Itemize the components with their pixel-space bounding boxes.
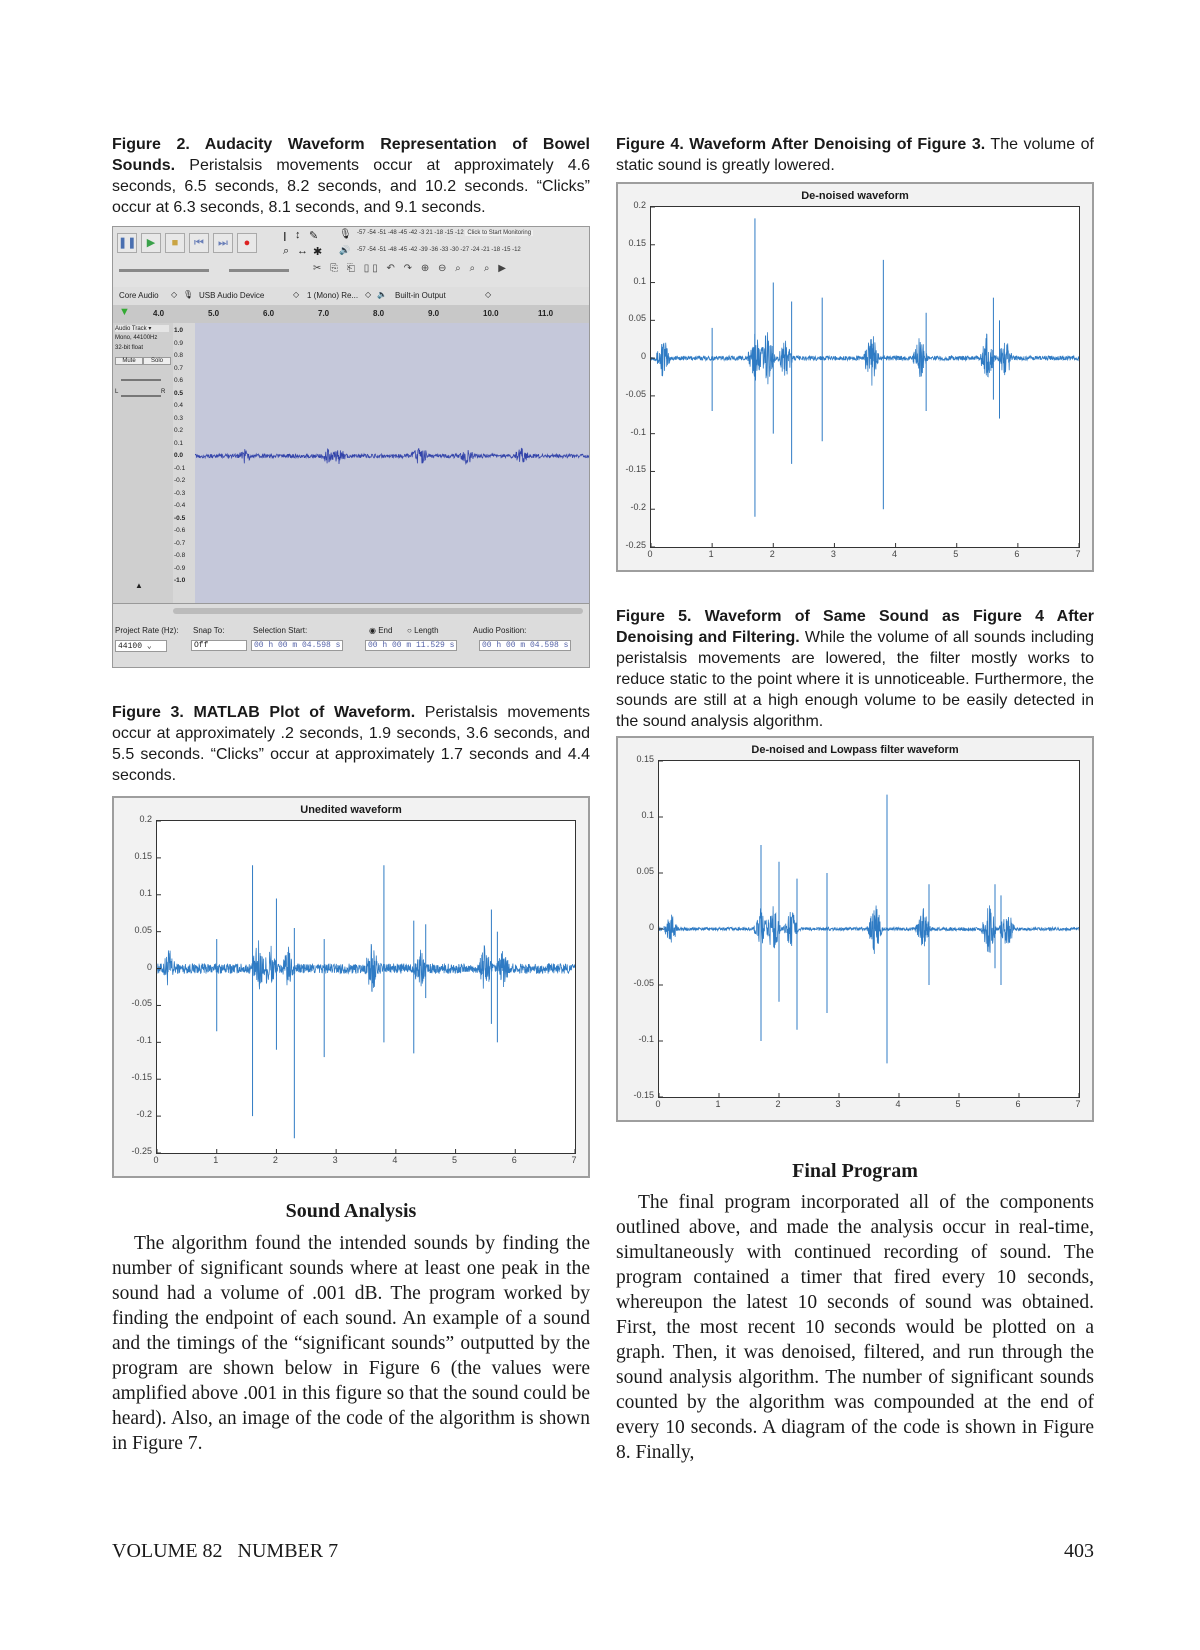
- waveform-series: [157, 940, 575, 991]
- chart-title: De-noised waveform: [801, 190, 909, 202]
- y-tick-label: 0.15: [134, 850, 152, 861]
- x-tick-label: 1: [715, 1099, 721, 1109]
- y-tick-label: -0.1: [630, 426, 646, 437]
- zoom-tool-icon[interactable]: ⌕: [283, 245, 290, 257]
- timeline-tick-label: 6.0: [263, 309, 275, 318]
- timeline-tick-label: 8.0: [373, 309, 385, 318]
- stop-button[interactable]: ■: [165, 233, 185, 253]
- page-number: 403: [1064, 1540, 1094, 1562]
- final-program-heading: Final Program: [792, 1160, 918, 1182]
- speaker-icon[interactable]: 🔊: [339, 245, 351, 255]
- x-tick-label: 7: [571, 1155, 577, 1165]
- timeline-tick-label: 5.0: [208, 309, 220, 318]
- timeline-ruler[interactable]: [113, 305, 589, 324]
- y-tick-label: 0.2: [139, 814, 152, 824]
- edit-toolbar: ✂ ⎘ ⎗ ▯▯ ↶ ↷ ⊕ ⊖ ⌕ ⌕ ⌕ ▶: [313, 263, 509, 274]
- waveform-series: [659, 905, 1079, 954]
- mic-icon[interactable]: 🎙: [339, 229, 352, 240]
- input-device-select[interactable]: USB Audio Device: [199, 291, 265, 300]
- figure-2-label: Figure 2. Audacity Waveform Representation of Bowel Sounds.: [112, 136, 590, 174]
- x-tick-label: 6: [511, 1155, 517, 1165]
- audio-position-label: Audio Position:: [473, 626, 527, 635]
- y-tick-label: -0.25: [625, 540, 646, 550]
- selection-start-label: Selection Start:: [253, 626, 308, 635]
- waveform-plot: [659, 761, 1079, 1097]
- monitor-label: Click to Start Monitoring: [467, 230, 532, 236]
- y-tick-label: 0.15: [636, 754, 654, 764]
- speaker-icon: 🔈: [377, 290, 387, 299]
- chevron-updown-icon: ◇: [485, 290, 492, 299]
- amplitude-tick-label: 0.5: [174, 389, 184, 397]
- y-tick-label: -0.05: [625, 388, 646, 399]
- x-tick-label: 5: [953, 549, 959, 559]
- figure-2-text: Peristalsis movements occur at approximately 4.6 seconds, 6.5 seconds, 8.2 seconds, and 10.2 seconds. “Clicks” occur at 6.3 seconds, 8.1 seconds, and 9.1 seconds.: [112, 157, 591, 216]
- x-tick-label: 5: [452, 1155, 458, 1165]
- timeline-tick-label: 9.0: [428, 309, 440, 318]
- amplitude-tick-label: -0.9: [174, 564, 186, 572]
- chart-title: Unedited waveform: [300, 804, 402, 816]
- amplitude-tick-label: 0.7: [174, 364, 184, 372]
- collapse-track-icon[interactable]: ▲: [135, 581, 143, 590]
- x-tick-label: 3: [830, 549, 836, 559]
- skip-start-button[interactable]: ⏮: [189, 233, 209, 253]
- y-tick-label: -0.15: [633, 1090, 654, 1100]
- solo-button[interactable]: Solo: [143, 357, 171, 365]
- x-tick-label: 2: [775, 1099, 781, 1109]
- audacity-waveform[interactable]: [195, 323, 590, 603]
- timeline-tick-label: 4.0: [153, 309, 165, 318]
- selection-toolbar: [113, 603, 589, 668]
- audio-host-select[interactable]: Core Audio: [119, 291, 159, 300]
- x-tick-label: 0: [655, 1099, 661, 1109]
- selection-end-input[interactable]: 00 h 00 m 11.529 s: [365, 640, 457, 651]
- y-tick-label: 0: [648, 922, 654, 932]
- draw-tool-icon[interactable]: ✎: [309, 230, 319, 242]
- y-tick-label: 0.1: [633, 275, 646, 286]
- amplitude-tick-label: -0.8: [174, 552, 186, 559]
- plot-area: [650, 206, 1080, 548]
- amplitude-tick-label: 1.0: [174, 327, 184, 334]
- y-tick-label: -0.05: [131, 998, 152, 1009]
- channels-select[interactable]: 1 (Mono) Re...: [307, 291, 359, 300]
- record-meter[interactable]: -57 -54 -51 -48 -45 -42 -3 21 -18 -15 -12 Click to Start Monitoring: [357, 230, 532, 236]
- y-tick-label: 0.05: [636, 866, 654, 876]
- y-tick-label: 0.15: [628, 237, 646, 248]
- y-tick-label: -0.1: [136, 1035, 152, 1046]
- track-info-format: 32-bit float: [115, 345, 144, 351]
- y-tick-label: -0.15: [131, 1072, 152, 1083]
- play-head-icon[interactable]: ▼: [119, 306, 130, 318]
- track-info-rate: Mono, 44100Hz: [115, 335, 158, 341]
- amplitude-tick-label: -0.1: [174, 464, 186, 472]
- y-tick-label: -0.2: [630, 502, 646, 513]
- plot-area: [658, 760, 1080, 1098]
- amplitude-tick-label: 0.9: [174, 339, 184, 347]
- audio-track: [113, 323, 589, 603]
- multi-tool-icon[interactable]: ✱: [313, 246, 323, 258]
- mute-button[interactable]: Mute: [115, 357, 143, 365]
- selection-tool-icon[interactable]: I: [283, 229, 287, 244]
- speed-slider[interactable]: [229, 269, 289, 272]
- y-tick-label: 0.2: [633, 200, 646, 210]
- final-program-body: The final program incorporated all of the components outlined above, and made the analysis occur in real-time, simultaneously with continued recording of sound. The program contained a timer that fired every 10 seconds, whereupon the latest 10 seconds of sound was obtained. First, the most recent 10 seconds would be plotted on a graph. Then, it was denoised, filtered, and run through the sound analysis algorithm. The number of significant sounds counted by the algorithm was compounded at the end of every 10 seconds. A diagram of the code is shown in Figure 8. Finally,: [616, 1192, 1094, 1463]
- amplitude-tick-label: -0.4: [174, 502, 186, 509]
- snap-select[interactable]: Off: [191, 640, 247, 651]
- x-tick-label: 2: [272, 1155, 278, 1165]
- figure-5-caption: [616, 606, 1094, 732]
- chevron-updown-icon: ◇: [171, 290, 178, 299]
- pan-right-label: R: [161, 389, 166, 395]
- x-tick-label: 2: [769, 549, 775, 559]
- amplitude-tick-label: -1.0: [174, 577, 186, 584]
- x-tick-label: 6: [1014, 549, 1020, 559]
- y-tick-label: -0.25: [131, 1146, 152, 1156]
- amplitude-tick-label: 0.3: [174, 414, 184, 422]
- audacity-waveform-series: [195, 448, 590, 464]
- playback-meter[interactable]: -57 -54 -51 -48 -45 -42 -39 -36 -33 -30 -27 -24 -21 -18 -15 -12: [357, 247, 521, 253]
- amplitude-tick-label: 0.4: [174, 402, 184, 409]
- x-tick-label: 1: [213, 1155, 219, 1165]
- y-tick-label: 0.05: [134, 924, 152, 935]
- gain-slider[interactable]: [121, 379, 161, 381]
- pause-button[interactable]: ❚❚: [117, 233, 137, 253]
- x-tick-label: 4: [392, 1155, 398, 1165]
- track-name-menu[interactable]: Audio Track ▾: [115, 325, 169, 332]
- selection-start-input[interactable]: 00 h 00 m 04.598 s: [251, 640, 343, 651]
- skip-end-button[interactable]: ⏭: [213, 233, 233, 253]
- amplitude-tick-label: -0.6: [174, 527, 186, 534]
- plot-area: [156, 820, 576, 1154]
- figure-4-label: Figure 4. Waveform After Denoising of Figure 3.: [616, 136, 986, 153]
- h-scrollbar[interactable]: [173, 608, 583, 614]
- x-tick-label: 4: [892, 549, 898, 559]
- y-tick-label: 0.1: [641, 810, 654, 820]
- waveform-plot: [651, 207, 1079, 547]
- end-radio[interactable]: ◉ End: [369, 626, 393, 635]
- y-tick-label: 0.1: [139, 887, 152, 898]
- x-tick-label: 7: [1075, 549, 1081, 559]
- timeline-tick-label: 10.0: [483, 309, 499, 318]
- record-button[interactable]: ●: [237, 233, 257, 253]
- pan-slider[interactable]: [121, 395, 161, 397]
- x-tick-label: 3: [835, 1099, 841, 1109]
- amplitude-tick-label: 0.6: [174, 377, 184, 384]
- amplitude-tick-label: 0.1: [174, 439, 184, 447]
- play-button[interactable]: ▶: [141, 233, 161, 253]
- chevron-updown-icon: ◇: [293, 290, 300, 299]
- audio-position-input[interactable]: 00 h 00 m 04.598 s: [479, 640, 571, 651]
- envelope-tool-icon[interactable]: ↕: [295, 229, 301, 241]
- end-label: End: [378, 626, 393, 635]
- x-tick-label: 4: [895, 1099, 901, 1109]
- pan-left-label: L: [115, 389, 119, 395]
- amplitude-tick-label: -0.7: [174, 539, 186, 547]
- figure-4-caption: [616, 134, 1094, 176]
- unedited-waveform-figure: [112, 796, 590, 1178]
- project-rate-select[interactable]: 44100 ⌄: [115, 640, 167, 652]
- amplitude-tick-label: 0.8: [174, 352, 184, 359]
- footer-volume: VOLUME 82 NUMBER 7: [112, 1540, 339, 1562]
- figure-3-text: Peristalsis movements occur at approximately .2 seconds, 1.9 seconds, 3.6 seconds, and 5.5 seconds. “Clicks” occur at approximately 1.7 seconds and 4.4 seconds.: [112, 704, 591, 784]
- x-tick-label: 1: [708, 549, 714, 559]
- y-tick-label: 0.05: [628, 313, 646, 324]
- y-tick-label: -0.1: [638, 1034, 654, 1044]
- denoised-waveform-figure: [616, 182, 1094, 572]
- x-tick-label: 5: [955, 1099, 961, 1109]
- x-tick-label: 6: [1015, 1099, 1021, 1109]
- sound-analysis-body: The algorithm found the intended sounds by finding the number of significant sounds where at least one peak in the sound had a volume of .001 dB. The program worked by finding the endpoint of each sound. An example of a sound and the timings of the “significant sounds” outputted by the program are shown below in Figure 6 (the values were amplified above .001 in this figure so that the sound could be heard). Also, an image of the code of the algorithm is shown in Figure 7.: [112, 1233, 590, 1454]
- timeline-tick-label: 7.0: [318, 309, 330, 318]
- transport-toolbar: [113, 227, 589, 288]
- figure-5-label: Figure 5. Waveform of Same Sound as Figure 4 After Denoising and Filtering.: [616, 608, 1094, 646]
- x-tick-label: 0: [647, 549, 653, 559]
- figure-3-label: Figure 3. MATLAB Plot of Waveform.: [112, 704, 416, 721]
- snap-label: Snap To:: [193, 626, 225, 635]
- volume-slider[interactable]: [119, 269, 209, 272]
- x-tick-label: 7: [1075, 1099, 1081, 1109]
- waveform-series: [651, 332, 1079, 385]
- y-tick-label: -0.05: [633, 978, 654, 988]
- y-tick-label: -0.15: [625, 464, 646, 475]
- amplitude-tick-label: -0.2: [174, 477, 186, 484]
- waveform-plot: [157, 821, 575, 1153]
- track-control-panel[interactable]: [113, 323, 174, 603]
- figure-5-text: While the volume of all sounds including peristalsis movements are lowered, the filter mostly works to reduce static to the point where it is unnoticeable. Furthermore, the sounds are still at a high enough volume to be easily detected in the sound analysis algorithm.: [616, 629, 1094, 730]
- output-device-select[interactable]: Built-in Output: [395, 291, 446, 300]
- amplitude-tick-label: -0.5: [174, 514, 186, 522]
- audacity-screenshot: [112, 226, 590, 668]
- y-tick-label: 0: [146, 961, 152, 972]
- length-label: Length: [414, 626, 439, 635]
- filtered-waveform-figure: [616, 736, 1094, 1122]
- project-rate-label: Project Rate (Hz):: [115, 626, 179, 635]
- amplitude-ruler: [173, 323, 196, 603]
- y-tick-label: 0: [640, 351, 646, 362]
- amplitude-tick-label: -0.3: [174, 489, 186, 497]
- y-tick-label: -0.2: [136, 1109, 152, 1120]
- sound-analysis-heading: Sound Analysis: [285, 1200, 417, 1222]
- length-radio[interactable]: ○ Length: [407, 626, 439, 635]
- x-tick-label: 0: [153, 1155, 159, 1165]
- x-tick-label: 3: [332, 1155, 338, 1165]
- device-toolbar: [113, 287, 589, 306]
- chart-title: De-noised and Lowpass filter waveform: [751, 744, 959, 756]
- figure-3-caption: [112, 702, 590, 786]
- amplitude-tick-label: 0.2: [174, 427, 184, 434]
- timeshift-tool-icon[interactable]: ↔: [297, 245, 308, 257]
- chevron-updown-icon: ◇: [365, 290, 372, 299]
- timeline-tick-label: 11.0: [538, 309, 554, 318]
- figure-4-text: The volume of static sound is greatly lowered.: [616, 136, 1094, 174]
- mic-icon: 🎙: [183, 290, 194, 299]
- figure-2-caption: [112, 134, 590, 218]
- amplitude-tick-label: 0.0: [174, 452, 184, 459]
